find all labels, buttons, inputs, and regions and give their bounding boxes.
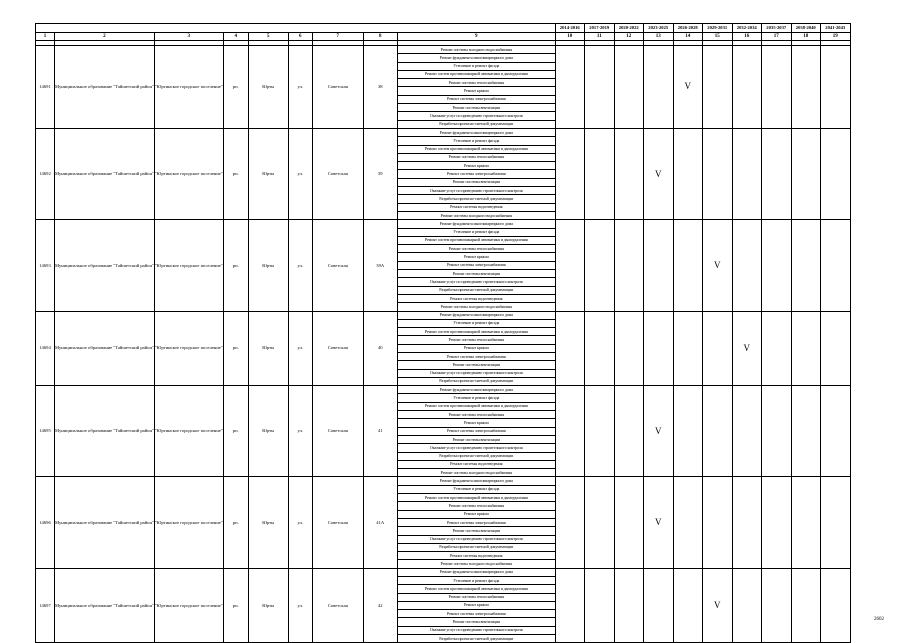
period-mark: V [702,568,732,643]
house-number: 39 [363,128,397,219]
work-item: Ремонт системы вентиляции [397,435,555,443]
work-item: Ремонт систем противопожарной автоматики и дымоудаления [397,494,555,502]
work-item: Утепление и ремонт фасада [397,394,555,402]
work-item: Ремонт системы теплоснабжения [397,593,555,601]
work-item: Ремонт системы холодного водоснабжения [397,46,555,54]
locality-name: Юрты [248,311,288,386]
house-number: 39А [363,220,397,311]
settlement: "Юртинское городское поселение" [154,311,223,386]
work-item: Утепление и ремонт фасада [397,577,555,585]
work-item: Ремонт фундамента многоквартирного дома [397,220,555,228]
table-body [36,24,851,643]
work-item: Ремонт системы вентиляции [397,178,555,186]
work-item: Ремонт систем противопожарной автоматики и дымоудаления [397,70,555,78]
house-number: 41 [363,386,397,477]
period-mark: V [732,311,761,386]
period-cell [643,220,673,311]
period-cell [614,46,643,129]
period-cell [702,46,732,129]
year-header-row [36,24,851,33]
work-item: Оказание услуг по проведению строительного контроля [397,112,555,120]
work-item: Ремонт фундамента многоквартирного дома [397,54,555,62]
street-name: Советская [312,568,363,643]
column-number: 9 [397,33,555,41]
locality-name: Юрты [248,477,288,568]
work-row [36,311,851,319]
work-item: Ремонт системы электроснабжения [397,352,555,360]
period-cell [584,128,614,219]
municipality: Муниципальное образование "Тайшетский район" [55,311,155,386]
period-cell [761,46,791,129]
municipality: Муниципальное образование "Тайшетский район" [55,477,155,568]
street-name: Советская [312,46,363,129]
locality-name: Юрты [248,46,288,129]
period-cell [761,220,791,311]
municipality: Муниципальное образование "Тайшетский район" [55,46,155,129]
settlement: "Юртинское городское поселение" [154,568,223,643]
locality-type: рп. [223,311,248,386]
column-number: 11 [584,33,614,41]
work-item: Разработка проектно-сметной документации [397,120,555,128]
period-cell [820,311,850,386]
work-item: Ремонт системы вентиляции [397,104,555,112]
work-item: Ремонт систем противопожарной автоматики и дымоудаления [397,236,555,244]
period-cell [820,46,850,129]
work-item: Ремонт системы водоотведения [397,294,555,302]
period-cell [614,311,643,386]
work-item: Ремонт систем противопожарной автоматики и дымоудаления [397,145,555,153]
period-cell [555,386,584,477]
street-name: Советская [312,477,363,568]
column-number: 7 [312,33,363,41]
work-item: Ремонт системы холодного водоснабжения [397,469,555,477]
year-header: 2032-2034 [732,24,761,33]
house-id: 14694 [36,311,55,386]
street-name: Советская [312,386,363,477]
period-cell [820,386,850,477]
work-item: Ремонт системы электроснабжения [397,427,555,435]
work-item: Утепление и ремонт фасада [397,319,555,327]
column-number-row [36,33,851,41]
municipality: Муниципальное образование "Тайшетский район" [55,568,155,643]
period-mark: V [643,477,673,568]
work-item: Ремонт системы водоотведения [397,460,555,468]
house-id: 14695 [36,386,55,477]
year-header: 2029-2031 [702,24,732,33]
period-cell [555,311,584,386]
work-item: Оказание услуг по проведению строительного контроля [397,187,555,195]
street-type: ул. [288,477,312,568]
period-cell [761,311,791,386]
period-cell [761,477,791,568]
work-item: Разработка проектно-сметной документации [397,377,555,385]
work-item: Ремонт системы электроснабжения [397,95,555,103]
work-item: Ремонт системы электроснабжения [397,518,555,526]
period-cell [702,477,732,568]
work-item: Разработка проектно-сметной документации [397,543,555,551]
work-item: Оказание услуг по проведению строительного контроля [397,444,555,452]
settlement: "Юртинское городское поселение" [154,477,223,568]
period-cell [614,386,643,477]
house-number: 41А [363,477,397,568]
column-number: 6 [288,33,312,41]
period-cell [791,46,820,129]
column-number: 3 [154,33,223,41]
work-item: Утепление и ремонт фасада [397,137,555,145]
period-mark: V [673,46,702,129]
work-item: Оказание услуг по проведению строительного контроля [397,535,555,543]
municipality: Муниципальное образование "Тайшетский район" [55,386,155,477]
locality-name: Юрты [248,568,288,643]
column-number: 12 [614,33,643,41]
column-number: 2 [55,33,155,41]
street-name: Советская [312,311,363,386]
work-item: Ремонт системы электроснабжения [397,170,555,178]
period-cell [673,568,702,643]
page-number: 2602 [874,617,884,622]
work-item: Утепление и ремонт фасада [397,62,555,70]
locality-name: Юрты [248,386,288,477]
column-number: 15 [702,33,732,41]
house-number: 40 [363,311,397,386]
period-cell [614,477,643,568]
locality-type: рп. [223,220,248,311]
period-cell [761,386,791,477]
period-cell [791,477,820,568]
work-item: Ремонт системы теплоснабжения [397,336,555,344]
period-mark: V [702,220,732,311]
work-item: Ремонт крыши [397,87,555,95]
work-item: Ремонт фундамента многоквартирного дома [397,386,555,394]
locality-name: Юрты [248,220,288,311]
period-cell [791,568,820,643]
work-item: Ремонт системы водоотведения [397,203,555,211]
house-id: 14697 [36,568,55,643]
period-cell [584,220,614,311]
house-id: 14696 [36,477,55,568]
year-header: 2020-2022 [614,24,643,33]
work-item: Ремонт системы водоотведения [397,552,555,560]
year-header: 2035-2037 [761,24,791,33]
period-cell [732,386,761,477]
column-number: 14 [673,33,702,41]
street-type: ул. [288,46,312,129]
house-number: 38 [363,46,397,129]
work-item: Утепление и ремонт фасада [397,485,555,493]
work-item: Ремонт системы вентиляции [397,361,555,369]
work-item: Ремонт системы теплоснабжения [397,411,555,419]
period-cell [584,46,614,129]
street-type: ул. [288,568,312,643]
work-item: Ремонт системы теплоснабжения [397,245,555,253]
year-header: 2014-2016 [555,24,584,33]
period-cell [614,128,643,219]
municipality: Муниципальное образование "Тайшетский район" [55,220,155,311]
work-item: Ремонт системы электроснабжения [397,610,555,618]
work-item: Утепление и ремонт фасада [397,228,555,236]
year-header: 2023-2025 [643,24,673,33]
column-number: 18 [791,33,820,41]
municipality: Муниципальное образование "Тайшетский район" [55,128,155,219]
period-cell [584,386,614,477]
locality-type: рп. [223,477,248,568]
work-item: Ремонт системы вентиляции [397,527,555,535]
year-header: 2038-2040 [791,24,820,33]
work-item: Ремонт фундамента многоквартирного дома [397,477,555,485]
column-number: 17 [761,33,791,41]
period-mark: V [643,128,673,219]
work-row [36,128,851,136]
period-cell [555,128,584,219]
period-cell [820,128,850,219]
work-item: Ремонт системы холодного водоснабжения [397,560,555,568]
period-cell [643,311,673,386]
work-item: Ремонт системы вентиляции [397,270,555,278]
work-row [36,568,851,576]
period-cell [555,568,584,643]
house-id: 14691 [36,46,55,129]
period-cell [791,220,820,311]
work-item: Ремонт крыши [397,601,555,609]
work-item: Ремонт крыши [397,344,555,352]
work-item: Ремонт системы холодного водоснабжения [397,303,555,311]
year-header: 2017-2019 [584,24,614,33]
period-cell [702,311,732,386]
column-number: 13 [643,33,673,41]
street-type: ул. [288,128,312,219]
period-cell [673,386,702,477]
work-item: Ремонт крыши [397,162,555,170]
street-name: Советская [312,128,363,219]
house-id: 14693 [36,220,55,311]
settlement: "Юртинское городское поселение" [154,386,223,477]
header-blank [36,24,556,33]
period-cell [791,311,820,386]
work-item: Ремонт фундамента многоквартирного дома [397,311,555,319]
year-header: 2026-2028 [673,24,702,33]
street-type: ул. [288,220,312,311]
work-item: Ремонт крыши [397,510,555,518]
period-cell [791,128,820,219]
locality-type: рп. [223,46,248,129]
period-cell [820,220,850,311]
period-cell [761,568,791,643]
period-cell [614,568,643,643]
settlement: "Юртинское городское поселение" [154,128,223,219]
period-cell [584,477,614,568]
street-type: ул. [288,311,312,386]
period-cell [732,46,761,129]
period-cell [555,477,584,568]
work-item: Ремонт крыши [397,253,555,261]
period-cell [614,220,643,311]
column-number: 4 [223,33,248,41]
period-cell [820,477,850,568]
settlement: "Юртинское городское поселение" [154,220,223,311]
work-item: Ремонт системы холодного водоснабжения [397,211,555,219]
locality-name: Юрты [248,128,288,219]
house-number: 42 [363,568,397,643]
period-cell [673,477,702,568]
work-item: Оказание услуг по проведению строительного контроля [397,278,555,286]
column-number: 1 [36,33,55,41]
work-item: Ремонт систем противопожарной автоматики и дымоудаления [397,402,555,410]
period-cell [732,128,761,219]
work-item: Ремонт фундамента многоквартирного дома [397,568,555,576]
period-cell [643,568,673,643]
work-row [36,46,851,54]
period-cell [555,46,584,129]
period-cell [732,568,761,643]
period-cell [584,311,614,386]
house-id: 14692 [36,128,55,219]
work-item: Ремонт систем противопожарной автоматики и дымоудаления [397,328,555,336]
work-item: Ремонт крыши [397,419,555,427]
year-header: 2041-2043 [820,24,850,33]
work-item: Ремонт системы теплоснабжения [397,79,555,87]
column-number: 5 [248,33,288,41]
period-cell [702,128,732,219]
work-row [36,477,851,485]
work-item: Ремонт системы теплоснабжения [397,153,555,161]
work-item: Разработка проектно-сметной документации [397,195,555,203]
settlement: "Юртинское городское поселение" [154,46,223,129]
period-cell [761,128,791,219]
column-number: 10 [555,33,584,41]
work-row [36,220,851,228]
work-item: Разработка проектно-сметной документации [397,452,555,460]
period-cell [673,220,702,311]
street-type: ул. [288,386,312,477]
period-cell [555,220,584,311]
work-item: Ремонт системы вентиляции [397,618,555,626]
period-cell [732,220,761,311]
period-cell [732,477,761,568]
period-cell [673,311,702,386]
period-mark: V [643,386,673,477]
work-item: Ремонт фундамента многоквартирного дома [397,128,555,136]
capital-repair-table [35,23,851,643]
locality-type: рп. [223,568,248,643]
column-number: 19 [820,33,850,41]
column-number: 16 [732,33,761,41]
work-item: Ремонт системы электроснабжения [397,261,555,269]
work-item: Оказание услуг по проведению строительного контроля [397,369,555,377]
column-number: 8 [363,33,397,41]
period-cell [673,128,702,219]
period-cell [820,568,850,643]
locality-type: рп. [223,386,248,477]
work-item: Ремонт системы теплоснабжения [397,502,555,510]
work-item: Оказание услуг по проведению строительного контроля [397,626,555,634]
street-name: Советская [312,220,363,311]
locality-type: рп. [223,128,248,219]
work-row [36,386,851,394]
period-cell [643,46,673,129]
work-item: Разработка проектно-сметной документации [397,635,555,643]
period-cell [791,386,820,477]
period-cell [702,386,732,477]
work-item: Ремонт систем противопожарной автоматики и дымоудаления [397,585,555,593]
period-cell [584,568,614,643]
work-item: Разработка проектно-сметной документации [397,286,555,294]
